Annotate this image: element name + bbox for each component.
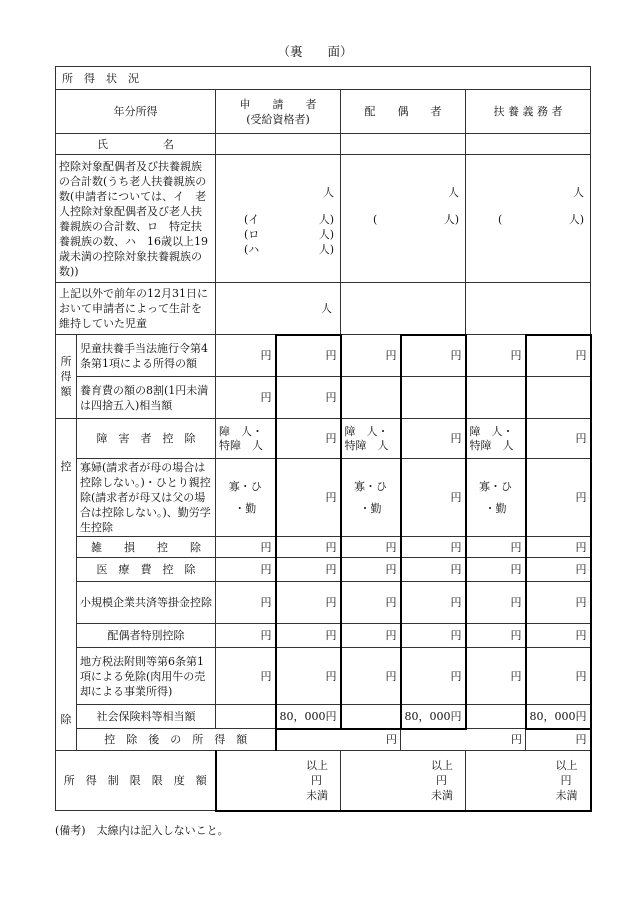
spouse-income-input[interactable]: 円 — [341, 335, 401, 377]
spouse-disability-official: 円 — [401, 419, 466, 459]
applicant-header: 申 請 者 (受給資格者) — [216, 90, 341, 134]
applicant-name-cell[interactable] — [216, 134, 341, 155]
name-label: 氏 名 — [56, 134, 216, 155]
deduction-group-label: 控 除 — [56, 419, 77, 751]
children-label: 上記以外で前年の12月31日において申請者によって生計を維持していた児童 — [56, 283, 216, 335]
after-deduction-label: 控 除 後 の 所 得 額 — [77, 729, 276, 751]
old-age-count: (イ 人) — [244, 213, 334, 226]
dependents-label: 控除対象配偶者及び扶養親族の合計数(うち老人扶養親族の数(申請者については、イ 老人控除対象配偶者及び老人扶養親族の合計数、ロ 特定扶養親族の数、ハ 16歳以上19歳未満の控除対象扶養親族の数)) — [56, 155, 216, 283]
applicant-support-input[interactable]: 円 — [216, 377, 276, 419]
smallbiz-label: 小規模企業共済等掛金控除 — [77, 582, 216, 624]
limit-label: 所 得 制 限 限 度 額 — [56, 751, 216, 811]
income-group-label: 所 得 額 — [56, 335, 77, 419]
spouse-children-cell[interactable] — [341, 283, 466, 335]
local-tax-label: 地方税法附則等第6条第1項による免除(肉用牛の売却による事業所得) — [77, 648, 216, 705]
spouse-special-label: 配偶者特別控除 — [77, 624, 216, 648]
spouse-support-input[interactable] — [341, 377, 401, 419]
supporter-income-official: 円 — [526, 335, 591, 377]
spouse-header: 配 偶 者 — [341, 90, 466, 134]
applicant-widow-official: 円 — [276, 459, 341, 537]
supporter-dependents-cell[interactable]: 人 ( 人) — [466, 155, 591, 283]
income-row2-label: 養育費の額の8割(1円未満は四捨五入)相当額 — [77, 377, 216, 419]
supporter-name-cell[interactable] — [466, 134, 591, 155]
footer-note: (備考) 太線内は記入しないこと。 — [55, 824, 229, 837]
supporter-children-cell[interactable] — [466, 283, 591, 335]
applicant-social-input[interactable] — [216, 705, 276, 729]
medical-label: 医 療 費 控 除 — [77, 558, 216, 582]
specific-count: (ロ 人) — [244, 228, 334, 241]
applicant-income-official: 円 — [276, 335, 341, 377]
applicant-widow-options[interactable]: 寡・ひ ・勤 — [216, 459, 276, 537]
supporter-social-amount: 80，000円 — [526, 705, 591, 729]
spouse-social-input[interactable] — [341, 705, 401, 729]
youth-count: (ハ 人) — [244, 243, 334, 256]
disability-label: 障 害 者 控 除 — [77, 419, 216, 459]
applicant-children-cell[interactable]: 人 — [216, 283, 341, 335]
supporter-widow-options[interactable]: 寡・ひ ・勤 — [466, 459, 526, 537]
applicant-after-deduction: 円 — [276, 729, 401, 751]
widow-label: 寡婦(請求者が母の場合は控除しない。)・ひとり親控除(請求者が母又は父の場合は控除しない。)、勤労学生控除 — [77, 459, 216, 537]
spouse-after-deduction: 円 — [401, 729, 526, 751]
supporter-limit: 以上 円 未満 — [466, 751, 591, 811]
income-row1-label: 児童扶養手当法施行令第4条第1項による所得の額 — [77, 335, 216, 377]
applicant-disability-official: 円 — [276, 419, 341, 459]
spouse-support-official — [401, 377, 466, 419]
spouse-income-official: 円 — [401, 335, 466, 377]
supporter-support-input[interactable] — [466, 377, 526, 419]
row-label-header: 年分所得 — [56, 90, 216, 134]
supporter-support-official — [526, 377, 591, 419]
social-insurance-label: 社会保険料等相当額 — [77, 705, 216, 729]
spouse-name-cell[interactable] — [341, 134, 466, 155]
spouse-disability-options[interactable]: 障 人・ 特障 人 — [341, 419, 401, 459]
page-title: （裏 面） — [277, 44, 353, 59]
spouse-limit: 以上 円 未満 — [341, 751, 466, 811]
supporter-header: 扶 養 義 務 者 — [466, 90, 591, 134]
unit-person: 人 — [323, 186, 334, 199]
applicant-dependents-cell[interactable] — [216, 155, 341, 283]
supporter-income-input[interactable]: 円 — [466, 335, 526, 377]
applicant-support-official: 円 — [276, 377, 341, 419]
supporter-after-deduction: 円 — [526, 729, 591, 751]
spouse-widow-options[interactable]: 寡・ひ ・勤 — [341, 459, 401, 537]
applicant-social-amount: 80，000円 — [276, 705, 341, 729]
supporter-disability-options[interactable]: 障 人・ 特障 人 — [466, 419, 526, 459]
spouse-dependents-cell[interactable]: 人 ( 人) — [341, 155, 466, 283]
section-title: 所 得 状 況 — [56, 67, 591, 90]
spouse-widow-official: 円 — [401, 459, 466, 537]
supporter-social-input[interactable] — [466, 705, 526, 729]
applicant-income-input[interactable]: 円 — [216, 335, 276, 377]
supporter-disability-official: 円 — [526, 419, 591, 459]
applicant-limit: 以上 円 未満 — [216, 751, 341, 811]
income-status-form: 所 得 状 況 年分所得 申 請 者 (受給資格者) 配 偶 者 扶 養 義 務 者 氏 名 控除対象配偶者及び扶養親族の合計数(うち老人扶養親族の数(申請者については、イ 老人控除対象配偶者及び老人扶養親族の合計数、ロ 特定扶養親族の数、ハ 16歳以上19歳未満の控除対象扶養親族の数)) 人 (イ 人) (ロ 人) (ハ 人) 人 ( 人) 人 ( 人) 上記以外で前年の12月31日において申請者によって生計を維持していた児童 人 所 得 額 児童扶養手当法施行令第4条第1項による所得の額 円 円 円 円 円 円 養育費の額の8割(1円未満は四捨五入)相当額 円 円 控 除 障 害 者 控 除 障 人・ 特障 人 円 障 人・ 特障 人 円 障 人・ 特障 人 円 寡婦(請求者が母の場合は控除しない。)・ひとり親控除(請求者が母又は父の場合は控除しない。)、勤労学生控除 寡・ひ ・勤 円 寡・ひ ・勤 円 寡・ひ ・勤 円 雑 損 控 除 円 円 円 円 円 円 医 療 費 控 除 円 円 円 円 円 円 小規模企業共済等掛金控除 円 円 円 円 円 円 配偶者特別控除 円 円 円 円 円 円 地方税法附則等第6条第1項による免除(肉用牛の売却による事業所得) 円 円 円 円 円 円 社会保険料等相当額 80，000円 80，000円 80，000円 控 除 後 の 所 得 額 円 円 円 所 得 制 限 限 度 額 以上 円 未満 以上 円 未満 以上 円 未満 — [55, 66, 592, 812]
applicant-disability-options[interactable]: 障 人・ 特障 人 — [216, 419, 276, 459]
casualty-label: 雑 損 控 除 — [77, 537, 216, 558]
spouse-social-amount: 80，000円 — [401, 705, 466, 729]
supporter-widow-official: 円 — [526, 459, 591, 537]
